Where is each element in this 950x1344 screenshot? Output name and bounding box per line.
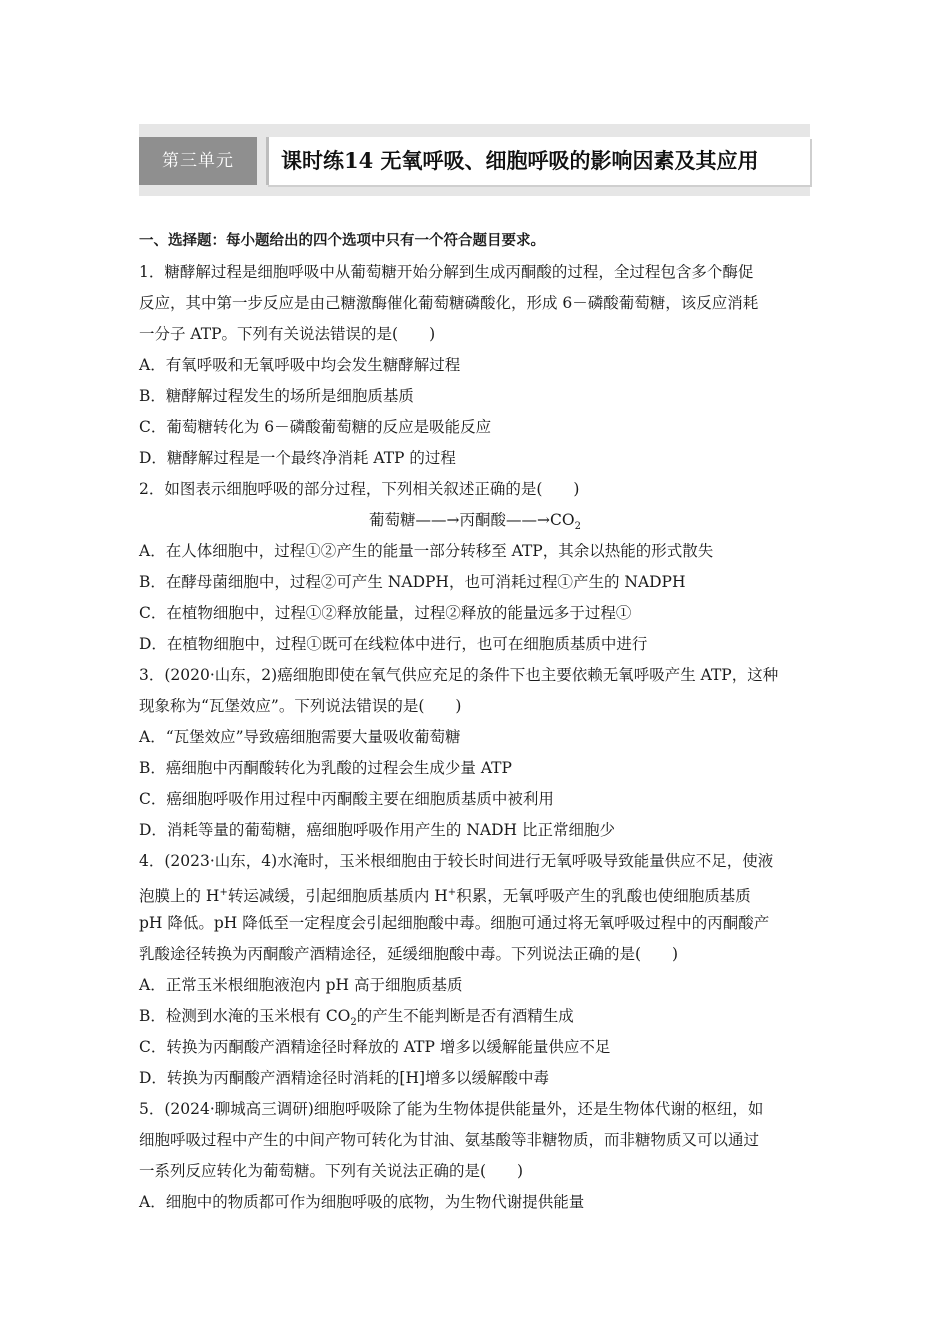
q2-option-d: D．在植物细胞中，过程①既可在线粒体中进行，也可在细胞质基质中进行 bbox=[139, 635, 648, 653]
q4-option-b-part-a: B．检测到水淹的玉米根有 CO bbox=[139, 1007, 351, 1025]
q4-stem-line-1: 4．(2023·山东，4)水淹时，玉米根细胞由于较长时间进行无氧呼吸导致能量供应不足，使液 bbox=[139, 852, 774, 870]
q2-diagram-sub: 2 bbox=[574, 521, 581, 533]
q4-option-b-part-b: 的产生不能判断是否有酒精生成 bbox=[356, 1007, 574, 1025]
q4-option-b bbox=[139, 1001, 811, 1032]
q2-stem-line-1: 2．如图表示细胞呼吸的部分过程，下列相关叙述正确的是( ) bbox=[139, 480, 580, 498]
q4-option-b-sub: 2 bbox=[350, 1017, 357, 1029]
q1-stem-line-2: 反应，其中第一步反应是由己糖激酶催化葡萄糖磷酸化，形成 6－磷酸葡萄糖，该反应消耗 bbox=[139, 294, 759, 312]
page-title: 课时练14 无氧呼吸、细胞呼吸的影响因素及其应用 bbox=[281, 148, 759, 173]
document-body bbox=[139, 226, 811, 1218]
q3-stem-line-2: 现象称为“瓦堡效应”。下列说法错误的是( ) bbox=[139, 697, 462, 715]
q1-option-d: D．糖酵解过程是一个最终净消耗 ATP 的过程 bbox=[139, 449, 456, 467]
q4-sup-1: + bbox=[219, 887, 228, 898]
q3-option-d: D．消耗等量的葡萄糖，癌细胞呼吸作用产生的 NADH 比正常细胞少 bbox=[139, 821, 615, 839]
q2-option-c: C．在植物细胞中，过程①②释放能量，过程②释放的能量远多于过程① bbox=[139, 604, 632, 622]
q2-option-a: A．在人体细胞中，过程①②产生的能量一部分转移至 ATP，其余以热能的形式散失 bbox=[139, 542, 714, 560]
q4-stem-line-3: pH 降低。pH 降低至一定程度会引起细胞酸中毒。细胞可通过将无氧呼吸过程中的丙酮酸产 bbox=[139, 914, 770, 932]
section-heading: 一、选择题：每小题给出的四个选项中只有一个符合题目要求。 bbox=[139, 233, 545, 249]
q1-option-c: C．葡萄糖转化为 6－磷酸葡萄糖的反应是吸能反应 bbox=[139, 418, 492, 436]
unit-tag: 第三单元 bbox=[139, 137, 257, 185]
q1-stem-line-3: 一分子 ATP。下列有关说法错误的是( ) bbox=[139, 325, 436, 343]
q1-stem-line-1: 1．糖酵解过程是细胞呼吸中从葡萄糖开始分解到生成丙酮酸的过程，全过程包含多个酶促 bbox=[139, 263, 754, 281]
q4-stem-line-4: 乳酸途径转换为丙酮酸产酒精途径，延缓细胞酸中毒。下列说法正确的是( ) bbox=[139, 945, 679, 963]
q4-sup-2: + bbox=[447, 887, 457, 898]
q4-line2-part-b: 转运减缓，引起细胞质基质内 H bbox=[227, 887, 448, 906]
q5-stem-line-2: 细胞呼吸过程中产生的中间产物可转化为甘油、氨基酸等非糖物质，而非糖物质又可以通过 bbox=[139, 1131, 760, 1149]
q4-line2-part-a: 泡膜上的 H bbox=[139, 887, 220, 906]
q2-option-b: B．在酵母菌细胞中，过程②可产生 NADPH，也可消耗过程①产生的 NADPH bbox=[139, 573, 686, 591]
q1-option-b: B．糖酵解过程发生的场所是细胞质基质 bbox=[139, 387, 414, 405]
q2-diagram-text: 葡萄糖——→丙酮酸——→CO bbox=[369, 511, 575, 529]
q4-option-a: A．正常玉米根细胞液泡内 pH 高于细胞质基质 bbox=[139, 976, 463, 994]
q5-stem-line-3: 一系列反应转化为葡萄糖。下列有关说法正确的是( ) bbox=[139, 1162, 524, 1180]
q5-option-a: A．细胞中的物质都可作为细胞呼吸的底物，为生物代谢提供能量 bbox=[139, 1193, 585, 1211]
q4-option-c: C．转换为丙酮酸产酒精途径时释放的 ATP 增多以缓解能量供应不足 bbox=[139, 1038, 611, 1056]
q5-stem-line-1: 5．(2024·聊城高三调研)细胞呼吸除了能为生物体提供能量外，还是生物体代谢的枢纽，如 bbox=[139, 1100, 764, 1118]
q4-line2-part-c: 积累，无氧呼吸产生的乳酸也使细胞质基质 bbox=[456, 887, 751, 906]
q3-option-a: A．“瓦堡效应”导致癌细胞需要大量吸收葡萄糖 bbox=[139, 728, 461, 746]
q1-option-a: A．有氧呼吸和无氧呼吸中均会发生糖酵解过程 bbox=[139, 356, 461, 374]
q3-stem-line-1: 3．(2020·山东，2)癌细胞即使在氧气供应充足的条件下也主要依赖无氧呼吸产生 ATP，这种 bbox=[139, 666, 779, 684]
q3-option-c: C．癌细胞呼吸作用过程中丙酮酸主要在细胞质基质中被利用 bbox=[139, 790, 554, 808]
title-box bbox=[266, 137, 810, 185]
q4-option-d: D．转换为丙酮酸产酒精途径时消耗的[H]增多以缓解酸中毒 bbox=[139, 1069, 550, 1087]
q2-diagram bbox=[139, 505, 811, 536]
q4-stem-line-2 bbox=[139, 877, 811, 908]
q3-option-b: B．癌细胞中丙酮酸转化为乳酸的过程会生成少量 ATP bbox=[139, 759, 512, 777]
